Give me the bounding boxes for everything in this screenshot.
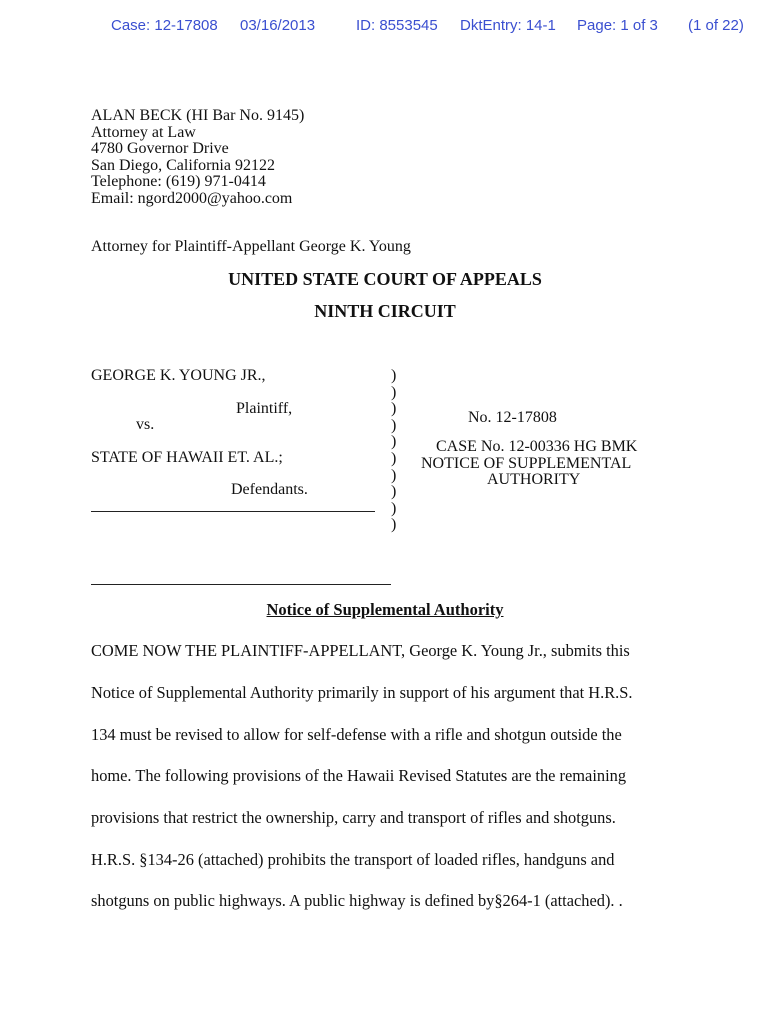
defendant-name: STATE OF HAWAII ET. AL.; xyxy=(91,449,283,466)
paragraph-line: H.R.S. §134-26 (attached) prohibits the transport of loaded rifles, handguns and xyxy=(91,850,615,869)
attorney-title: Attorney at Law xyxy=(91,123,196,141)
header-id: ID: 8553545 xyxy=(356,17,438,34)
document-title-line-1: NOTICE OF SUPPLEMENTAL xyxy=(421,454,632,472)
attorney-street: 4780 Governor Drive xyxy=(91,140,229,157)
plaintiff-name: GEORGE K. YOUNG JR., xyxy=(91,367,266,384)
header-dkt-entry: DktEntry: 14-1 xyxy=(460,17,556,34)
paragraph-line: shotguns on public highways. A public highway is defined by§264-1 (attached). . xyxy=(91,891,623,910)
plaintiff-role: Plaintiff, xyxy=(236,400,293,417)
section-divider xyxy=(91,584,391,585)
header-total-pages: (1 of 22) xyxy=(688,17,744,34)
header-page: Page: 1 of 3 xyxy=(577,17,658,34)
attorney-email: Email: ngord2000@yahoo.com xyxy=(91,189,293,207)
paragraph-line: COME NOW THE PLAINTIFF-APPELLANT, George K. Young Jr., submits this xyxy=(91,641,630,660)
document-title-line-2: AUTHORITY xyxy=(487,471,581,488)
paragraph-line: provisions that restrict the ownership, carry and transport of rifles and shotguns. xyxy=(91,808,616,827)
paragraph-line: Notice of Supplemental Authority primarily in support of his argument that H.R.S. xyxy=(91,683,633,702)
court-title: UNITED STATE COURT OF APPEALS xyxy=(228,269,542,289)
header-case: Case: 12-17808 xyxy=(111,17,218,34)
defendant-role: Defendants. xyxy=(231,481,308,498)
attorney-city: San Diego, California 92122 xyxy=(91,156,275,174)
court-circuit: NINTH CIRCUIT xyxy=(314,301,456,321)
caption-underline xyxy=(91,511,375,512)
versus-label: vs. xyxy=(136,416,155,433)
attorney-for-line: Attorney for Plaintiff-Appellant George K. Young xyxy=(91,238,411,255)
header-date: 03/16/2013 xyxy=(240,17,316,34)
paragraph-line: home. The following provisions of the Hawaii Revised Statutes are the remaining xyxy=(91,766,627,785)
paragraph-line: 134 must be revised to allow for self-defense with a rifle and shotgun outside the xyxy=(91,725,622,744)
district-case-number: CASE No. 12-00336 HG BMK xyxy=(436,438,638,455)
appeal-case-number: No. 12-17808 xyxy=(468,409,557,426)
attorney-phone: Telephone: (619) 971-0414 xyxy=(91,173,266,190)
caption-parentheses: ) ) ) ) ) ) ) ) ) ) xyxy=(391,367,397,534)
notice-heading: Notice of Supplemental Authority xyxy=(266,600,504,619)
attorney-name: ALAN BECK (HI Bar No. 9145) xyxy=(91,107,305,124)
